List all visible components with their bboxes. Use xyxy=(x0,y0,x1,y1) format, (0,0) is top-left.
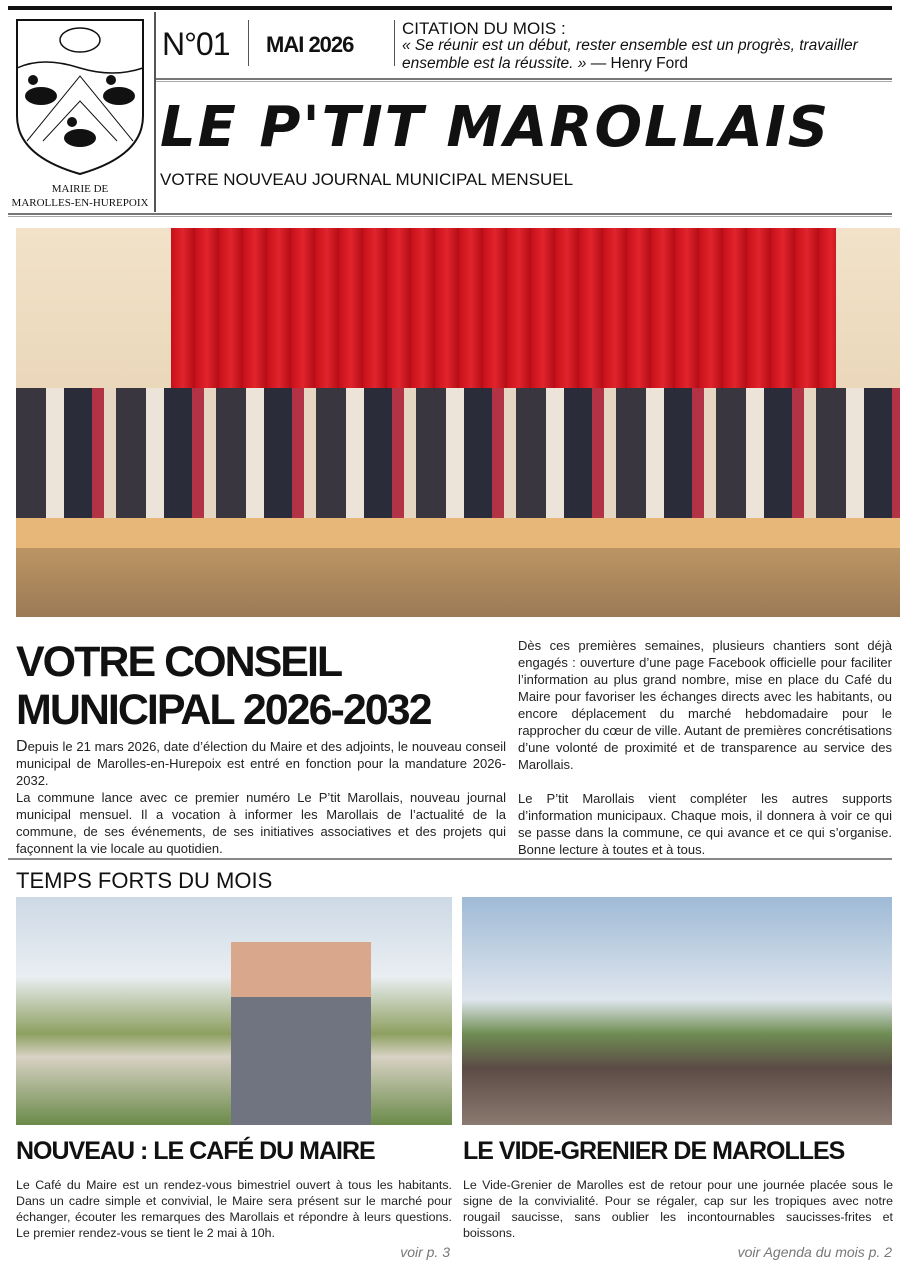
vide-grenier-page-ref: voir Agenda du mois p. 2 xyxy=(737,1244,892,1260)
section-rule xyxy=(8,858,892,860)
quote xyxy=(402,37,890,73)
lead-paragraph-4: Le P’tit Marollais vient compléter les autres supports d’information municipaux. Chaque mois, il donnera à voir ce qui se passe dans la commune, ce qui avance et ce qui s’organise. Bonne lecture à toutes et à tous. xyxy=(518,791,892,857)
lead-headline: VOTRE CONSEIL MUNICIPAL 2026-2032 xyxy=(16,638,431,734)
lead-body-right xyxy=(518,637,892,858)
header-rule xyxy=(156,78,892,82)
cafe-headline: NOUVEAU : LE CAFÉ DU MAIRE xyxy=(16,1137,375,1165)
issue-date: MAI 2026 xyxy=(266,32,354,57)
vide-grenier-photo xyxy=(462,897,892,1125)
date-divider xyxy=(394,20,395,66)
quote-label: CITATION DU MOIS : xyxy=(402,19,566,38)
issue-number: N°01 xyxy=(162,26,230,62)
cafe-page-ref: voir p. 3 xyxy=(400,1244,450,1260)
logo-caption-line2: MAROLLES-EN-HUREPOIX xyxy=(11,197,149,209)
coat-of-arms-icon xyxy=(13,16,147,176)
top-rule xyxy=(8,6,892,10)
logo-caption-line1: MAIRIE DE xyxy=(51,183,109,195)
council-tables xyxy=(16,518,900,548)
masthead-rule xyxy=(8,213,892,217)
council-members xyxy=(16,388,900,518)
quote-text: « Se réunir est un début, rester ensemble est un progrès, travailler ensemble est la réussite. » xyxy=(402,37,858,72)
quote-author: — Henry Ford xyxy=(590,55,689,72)
mayor-figure xyxy=(231,942,371,1125)
vide-grenier-body: Le Vide-Grenier de Marolles est de retour pour une journée placée sous le signe de la convivialité. Pour se régaler, cap sur les tropiques avec notre rougail saucisse, sans oublier les incontournables saucisses-frites et boissons. xyxy=(463,1178,893,1240)
lead-paragraph-1-text: epuis le 21 mars 2026, date d’élection du Maire et des adjoints, le nouveau conseil municipal de Marolles-en-Hurepoix est entré en fonction pour la mandature 2026-2032. xyxy=(16,739,506,788)
lead-body-left xyxy=(16,738,506,857)
newspaper-title: LE P'TIT MAROLLAIS xyxy=(160,95,831,160)
municipal-logo xyxy=(10,16,150,211)
issue-divider xyxy=(248,20,249,66)
header-divider xyxy=(154,12,156,212)
vide-grenier-headline: LE VIDE-GRENIER DE MAROLLES xyxy=(463,1137,845,1165)
newspaper-subtitle: VOTRE NOUVEAU JOURNAL MUNICIPAL MENSUEL xyxy=(160,170,574,189)
drop-cap: D xyxy=(16,738,28,755)
lead-paragraph-2: La commune lance avec ce premier numéro Le P’tit Marollais, nouveau journal municipal mensuel. Il a vocation à informer les Marollais de l’actualité de la commune, de ses événements, de ses initiatives associatives et des projets qui façonnent la vie locale au quotidien. xyxy=(16,790,506,856)
lead-paragraph-1 xyxy=(16,738,506,789)
council-photo xyxy=(16,228,900,617)
section-title: TEMPS FORTS DU MOIS xyxy=(16,868,273,893)
cafe-du-maire-photo xyxy=(16,897,452,1125)
cafe-body: Le Café du Maire est un rendez-vous bimestriel ouvert à tous les habitants. Dans un cadre simple et convivial, le Maire sera présent sur le marché pour échanger, écouter les remarques des Marollais et répondre à leurs questions. Le premier rendez-vous se tient le 2 mai à 10h. xyxy=(16,1178,452,1240)
lead-paragraph-3: Dès ces premières semaines, plusieurs chantiers sont déjà engagés : ouverture d’une page Facebook officielle pour faciliter l’information au plus grand nombre, mise en place du Café du Maire pour favoriser les échanges directs avec les habitants, ou encore déplacement du marché hebdomadaire pour le rapprocher du cœur de ville. Autant de premières concrétisations d’une volonté de proximité et de transparence au service des Marollais. xyxy=(518,638,892,772)
